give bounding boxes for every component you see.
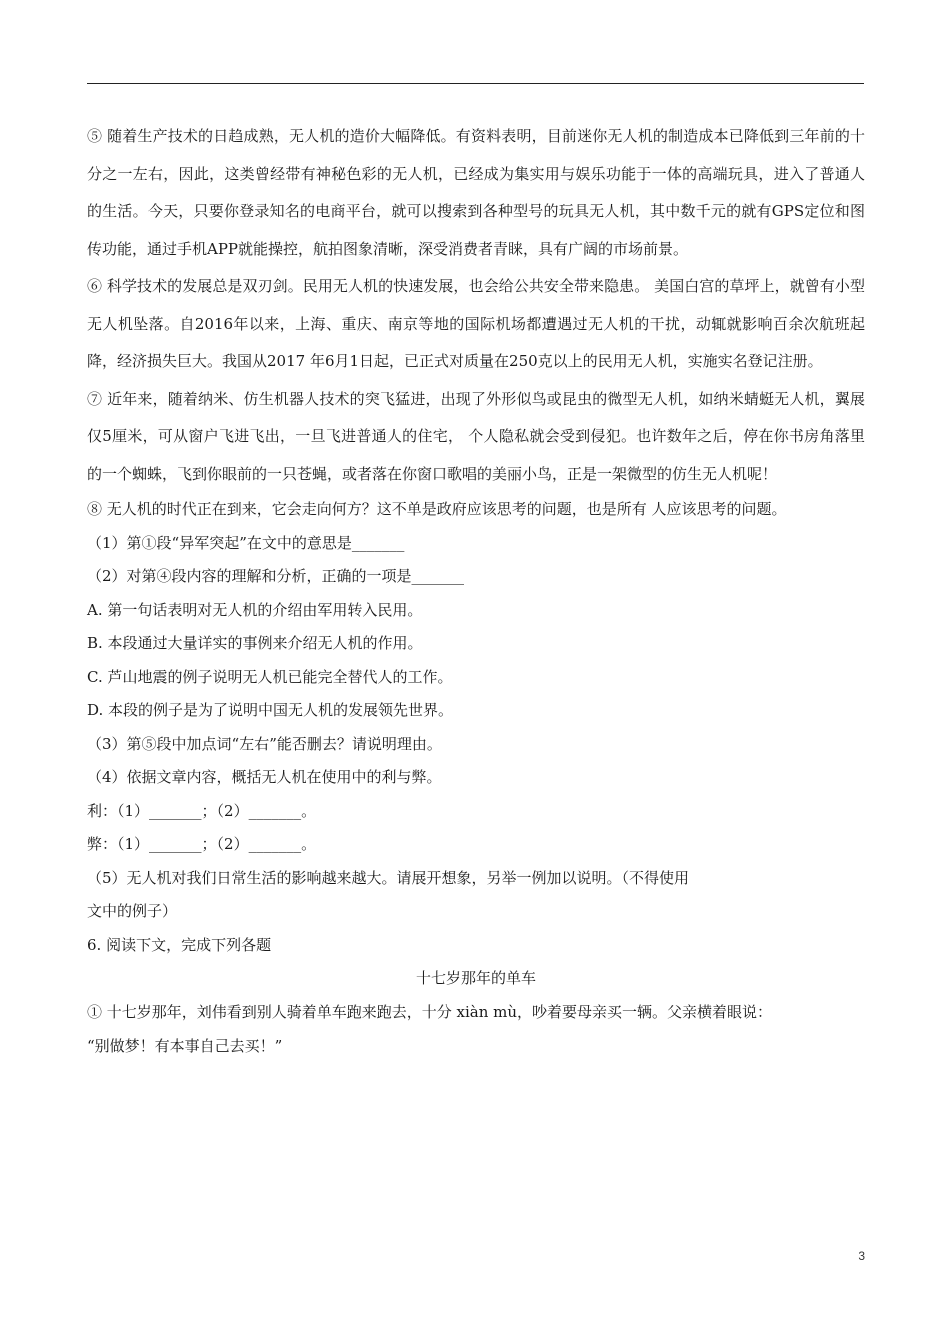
header-rule — [87, 83, 864, 84]
option-c: C. 芦山地震的例子说明无人机已能完全替代人的工作。 — [87, 667, 453, 686]
paragraph-8: ⑧ 无人机的时代正在到来，它会走向何方？这不单是政府应该思考的问题，也是所有 人应该思考的问题。 — [87, 500, 787, 518]
document-body — [87, 118, 865, 1063]
question-5-line-2: 文中的例子） — [87, 902, 178, 920]
article-title: 十七岁那年的单车 — [415, 969, 536, 987]
question-4: （4）依据文章内容，概括无人机在使用中的利与弊。 — [87, 768, 442, 786]
question-2: （2）对第④段内容的理解和分析，正确的一项是_______ — [87, 567, 465, 585]
question-5-line-1: （5）无人机对我们日常生活的影响越来越大。请展开想象，另举一例加以说明。（不得使用 — [87, 868, 690, 887]
paragraph-7: ⑦ 近年来，随着纳米、仿生机器人技术的突飞猛进，出现了外形似鸟或昆虫的微型无人机，如纳米蜻蜓无人机，翼展仅5厘米，可从窗户飞进飞出，一旦飞进普通人的住宅， 个人隐私就会受到侵犯。也许数年之后，停在你书房角落里的一个蜘蛛，飞到你眼前的一只苍蝇，或者落在你窗口歌唱的美丽小鸟，正是一架微型的仿生无人机呢！ — [87, 389, 865, 483]
paragraph-6: ⑥ 科学技术的发展总是双刃剑。民用无人机的快速发展，也会给公共安全带来隐患。 美国白宫的草坪上，就曾有小型无人机坠落。自2016年以来，上海、重庆、南京等地的国际机场都遭遇过无人机的干扰，动辄就影响百余次航班起降，经济损失巨大。我国从2017 年6月1日起，已正式对质量在250克以上的民用无人机，实施实名登记注册。 — [87, 277, 865, 370]
option-b: B. 本段通过大量详实的事例来介绍无人机的作用。 — [87, 634, 423, 652]
answer-li: 利：（1）_______；（2）_______。 — [87, 801, 317, 820]
article-paragraph-1: ① 十七岁那年，刘伟看到别人骑着单车跑来跑去，十分 xiàn mù，吵着要母亲买一辆。父亲横着眼说： — [87, 1002, 773, 1021]
option-d: D. 本段的例子是为了说明中国无人机的发展领先世界。 — [87, 701, 454, 719]
article-paragraph-1-quote: “别做梦！有本事自己去买！” — [87, 1037, 283, 1055]
answer-bi: 弊：（1）_______；（2）_______。 — [87, 835, 317, 853]
question-1: （1）第①段“异军突起”在文中的意思是_______ — [87, 533, 405, 552]
option-a: A. 第一句话表明对无人机的介绍由军用转入民用。 — [87, 600, 423, 619]
question-3: （3）第⑤段中加点词“左右”能否删去？请说明理由。 — [87, 734, 442, 753]
paragraph-5: ⑤ 随着生产技术的日趋成熟，无人机的造价大幅降低。有资料表明，目前迷你无人机的制造成本已降低到三年前的十分之一左右，因此，这类曾经带有神秘色彩的无人机，已经成为集实用与娱乐功能于一体的高端玩具，进入了普通人的生活。今天，只要你登录知名的电商平台，就可以搜索到各种型号的玩具无人机，其中数千元的就有GPS定位和图传功能，通过手机APP就能操控，航拍图象清晰，深受消费者青睐，具有广阔的市场前景。 — [87, 127, 865, 258]
section-6-heading: 6. 阅读下文，完成下列各题 — [87, 935, 272, 954]
page-number: 3 — [858, 1249, 865, 1263]
